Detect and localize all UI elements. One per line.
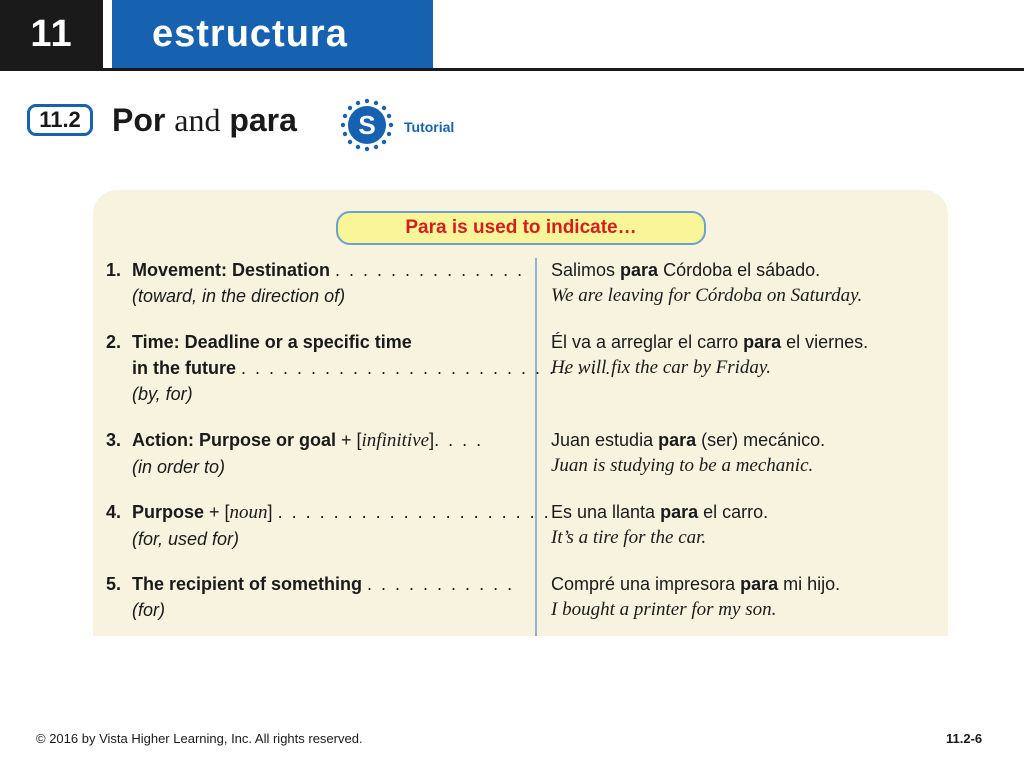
example-row-1 bbox=[551, 257, 941, 309]
section-title bbox=[112, 102, 297, 139]
leader-dots: . . . . . . . . . . . bbox=[367, 574, 515, 594]
tutorial-icon-letter: S bbox=[358, 110, 376, 140]
grammar-tag: noun bbox=[229, 502, 268, 523]
usage-meaning: (for, used for) bbox=[132, 529, 240, 549]
row-number: 4. bbox=[106, 502, 122, 522]
section-number-badge: 11.2 bbox=[27, 104, 93, 136]
example-english: It’s a tire for the car. bbox=[551, 527, 707, 548]
example-spanish: Es una llanta para el carro. bbox=[551, 502, 769, 522]
usage-row-3: 3. Action: Purpose or goal + [infinitive]. . . . (in order to) bbox=[106, 427, 526, 480]
row-number: 1. bbox=[106, 260, 122, 280]
usage-row-1 bbox=[106, 257, 526, 309]
example-row-5 bbox=[551, 571, 941, 623]
usage-label: Purpose bbox=[132, 502, 205, 522]
usage-meaning: (toward, in the direction of) bbox=[132, 286, 346, 306]
usage-meaning: (in order to) bbox=[132, 457, 226, 477]
usage-label-cont: in the future bbox=[132, 358, 236, 378]
example-english: Juan is studying to be a mechanic. bbox=[551, 455, 814, 476]
example-spanish: Él va a arreglar el carro para el viernes. bbox=[551, 332, 869, 352]
panel-heading: Para is used to indicate… bbox=[336, 211, 706, 245]
slide-number: 11.2-6 bbox=[946, 731, 983, 746]
column-divider bbox=[535, 258, 537, 636]
usage-row-5 bbox=[106, 571, 526, 623]
row-number: 2. bbox=[106, 332, 122, 352]
example-spanish: Juan estudia para (ser) mecánico. bbox=[551, 430, 826, 450]
section-title-por: Por bbox=[112, 102, 166, 138]
leader-dots: . . . . . . . . . . . . . . . . . . . . bbox=[277, 502, 551, 522]
usage-meaning: (for) bbox=[132, 600, 165, 620]
usage-meaning: (by, for) bbox=[132, 384, 193, 404]
leader-dots: . . . . bbox=[434, 430, 484, 450]
example-row-4 bbox=[551, 499, 941, 551]
example-row-2 bbox=[551, 329, 941, 381]
chapter-title: estructura bbox=[112, 0, 433, 68]
grammar-tag: infinitive bbox=[361, 430, 430, 451]
header-divider bbox=[0, 68, 1024, 71]
usage-label: The recipient of something bbox=[132, 574, 363, 594]
copyright-notice: © 2016 by Vista Higher Learning, Inc. All rights reserved. bbox=[36, 731, 363, 746]
section-title-para: para bbox=[229, 102, 297, 138]
row-number: 3. bbox=[106, 430, 122, 450]
tutorial-link[interactable]: Tutorial bbox=[404, 119, 455, 135]
usage-label: Action: Purpose or goal bbox=[132, 430, 337, 450]
section-title-and: and bbox=[174, 102, 221, 138]
tutorial-icon[interactable] bbox=[340, 98, 394, 152]
example-spanish: Salimos para Córdoba el sábado. bbox=[551, 260, 821, 280]
example-row-3 bbox=[551, 427, 941, 479]
row-number: 5. bbox=[106, 574, 122, 594]
example-english: He will fix the car by Friday. bbox=[551, 357, 772, 378]
usage-row-2 bbox=[106, 329, 613, 407]
usage-row-4: 4. Purpose + [noun] . . . . . . . . . . . . . . . . . . . . (for, used for) bbox=[106, 499, 526, 552]
example-english: I bought a printer for my son. bbox=[551, 599, 777, 620]
usage-label: Movement: Destination bbox=[132, 260, 331, 280]
usage-label: Time: Deadline or a specific time bbox=[132, 332, 412, 352]
leader-dots: . . . . . . . . . . . . . . bbox=[335, 260, 525, 280]
example-spanish: Compré una impresora para mi hijo. bbox=[551, 574, 841, 594]
leader-dots: . . . . . . . . . . . . . . . . . . . . . . . . . . . bbox=[241, 358, 613, 378]
chapter-number: 11 bbox=[0, 0, 103, 68]
example-english: We are leaving for Córdoba on Saturday. bbox=[551, 285, 863, 306]
